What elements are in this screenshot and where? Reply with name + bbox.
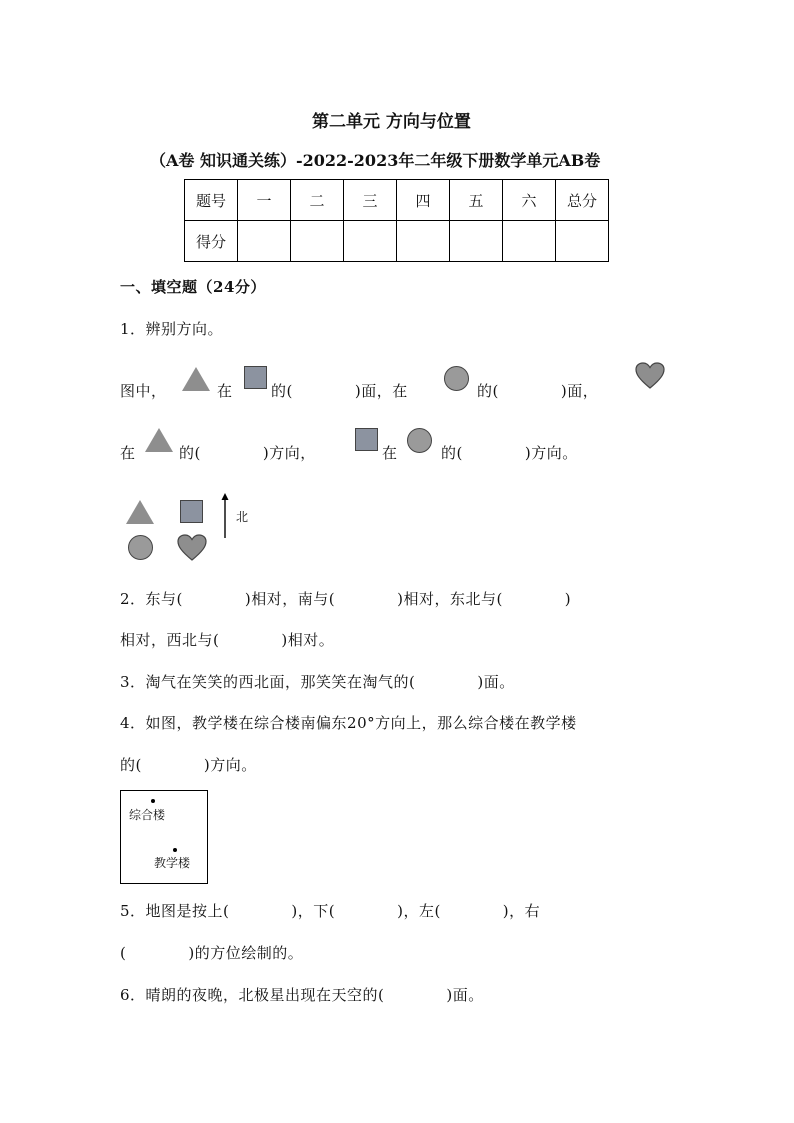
- triangle-icon: [126, 500, 154, 524]
- map-label-complex-building: 综合楼: [129, 808, 166, 822]
- score-header-cell: 二: [291, 180, 344, 221]
- q1-line2-text-a: 在: [120, 444, 136, 462]
- score-header-cell: 一: [238, 180, 291, 221]
- q1-line2-text-b: 的( )方向，: [179, 444, 316, 462]
- score-header-cell: 五: [450, 180, 503, 221]
- heart-icon: [177, 534, 207, 562]
- score-cell[interactable]: [503, 221, 556, 262]
- triangle-icon: [145, 428, 173, 452]
- page-title: 第二单元 方向与位置: [312, 112, 471, 132]
- square-icon: [355, 428, 378, 451]
- score-header-cell: 三: [344, 180, 397, 221]
- score-table-header-row: [185, 180, 609, 221]
- square-icon: [244, 366, 267, 389]
- question-2-line1: 2．东与( )相对，南与( )相对，东北与( ): [120, 590, 572, 608]
- circle-icon: [128, 535, 153, 560]
- page-subtitle: （A卷 知识通关练）-2022-2023年二年级下册数学单元AB卷: [150, 151, 601, 170]
- north-label: 北: [236, 510, 249, 524]
- heart-icon: [635, 362, 665, 390]
- map-label-teaching-building: 教学楼: [154, 856, 191, 870]
- map-dot-complex-building: [151, 799, 155, 803]
- north-arrow-icon: [219, 492, 231, 540]
- circle-icon: [407, 428, 432, 453]
- question-2-line2: 相对，西北与( )相对。: [120, 631, 335, 649]
- square-icon: [180, 500, 203, 523]
- score-header-cell: 四: [397, 180, 450, 221]
- score-table: [184, 179, 609, 262]
- section-heading: 一、填空题（24分）: [120, 278, 266, 296]
- score-cell[interactable]: [450, 221, 503, 262]
- question-5-line1: 5．地图是按上( )，下( )，左( )，右: [120, 902, 541, 920]
- score-cell[interactable]: [344, 221, 397, 262]
- question-4-line2: 的( )方向。: [120, 756, 257, 774]
- q1-line2-text-d: 的( )方向。: [441, 444, 578, 462]
- circle-icon: [444, 366, 469, 391]
- location-map: [120, 790, 208, 884]
- q1-line1-text-d: 的( )面，: [477, 382, 599, 400]
- q1-line1-text-a: 图中，: [120, 382, 167, 400]
- score-header-cell: 六: [503, 180, 556, 221]
- question-4-line1: 4．如图，教学楼在综合楼南偏东20°方向上，那么综合楼在教学楼: [120, 714, 577, 732]
- question-3: 3．淘气在笑笑的西北面，那笑笑在淘气的( )面。: [120, 673, 515, 691]
- score-table-score-row: [185, 221, 609, 262]
- score-row-label: 得分: [185, 221, 238, 262]
- question-5-line2: ( )的方位绘制的。: [120, 944, 304, 962]
- question-6: 6．晴朗的夜晚，北极星出现在天空的( )面。: [120, 986, 484, 1004]
- q1-line1-text-b: 在: [217, 382, 233, 400]
- q1-line2-text-c: 在: [382, 444, 398, 462]
- score-cell[interactable]: [397, 221, 450, 262]
- map-dot-teaching-building: [173, 848, 177, 852]
- q1-line1-text-c: 的( )面，在: [271, 382, 408, 400]
- triangle-icon: [182, 367, 210, 391]
- score-header-cell: 总分: [556, 180, 609, 221]
- score-cell[interactable]: [238, 221, 291, 262]
- question-1-label: 1．辨别方向。: [120, 320, 224, 338]
- score-header-cell: 题号: [185, 180, 238, 221]
- score-cell[interactable]: [556, 221, 609, 262]
- score-cell[interactable]: [291, 221, 344, 262]
